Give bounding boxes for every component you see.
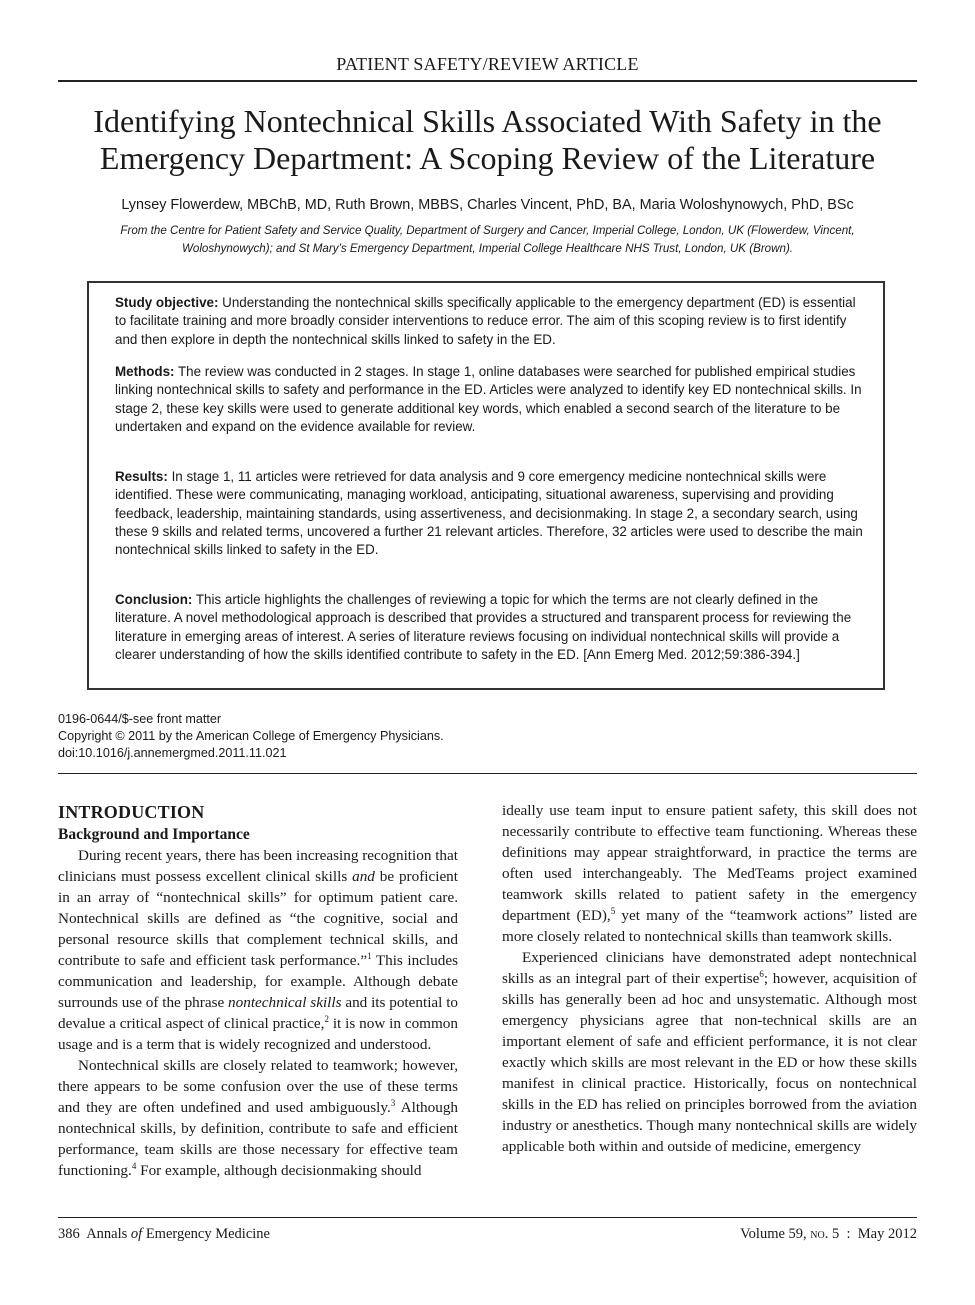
page-number: 386	[58, 1226, 80, 1242]
issue-date: May 2012	[857, 1226, 917, 1242]
results-text: In stage 1, 11 articles were retrieved for data analysis and 9 core emergency medicine nontechnical skills were identified. These were communicating, managing workload, anticipating, situational awareness, supervising and providing feedback, leadership, maintaining standards, using assertiveness, and decisionmaking. In stage 2, a secondary search, using these 9 skills and related terms, uncovered a further 21 relevant articles. Therefore, 32 articles were used to describe the main nontechnical skills linked to safety in the ED.	[115, 469, 863, 558]
p2-text-c: For example, although decisionmaking should	[136, 1162, 422, 1179]
background-heading: Background and Importance	[58, 826, 250, 843]
p2-text-b: Although nontechnical skills, by definition, contribute to safe and efficient performance, team skills are those necessary for effective team functioning.	[58, 1099, 459, 1179]
footer-separator: :	[846, 1226, 851, 1242]
affiliation	[58, 222, 917, 258]
footer-divider	[58, 1217, 917, 1218]
p1-emphasis-and: and	[352, 868, 375, 885]
citation-6[interactable]: 6	[759, 968, 764, 979]
right-column	[502, 800, 917, 1157]
footer-issue	[740, 1226, 917, 1243]
copyright-notice: Copyright © 2011 by the American College of Emergency Physicians.	[58, 729, 444, 743]
abstract-conclusion	[115, 591, 867, 664]
p1-text-a: During recent years, there has been increasing recognition that clinicians must possess excellent clinical skills	[58, 847, 458, 885]
p4-text-b: ; however, acquisition of skills has generally been ad hoc and unsystematic. Although most emergency physicians agree that non-technical skills are an important element of safe and efficient performance, it is not clear exactly which skills are most relevant in the ED or how these skills manifest in clinical practice. Historically, focus on nontechnical skills in the ED has relied on principles borrowed from the aviation industry or anesthetics. Though many nontechnical skills are widely applicable both within and outside of medicine, emergency	[502, 970, 917, 1155]
citation-4[interactable]: 4	[131, 1160, 137, 1171]
citation-5[interactable]: 5	[610, 905, 616, 916]
p2-text-a: Nontechnical skills are closely related to teamwork; however, there appears to be some confusion over the use of these terms and they are often undefined and used ambiguously.	[58, 1057, 458, 1116]
p4-text-a: Experienced clinicians have demonstrated adept nontechnical skills as an integral part of their expertise	[502, 949, 917, 987]
author-list: Lynsey Flowerdew, MBChB, MD, Ruth Brown, MBBS, Charles Vincent, PhD, BA, Maria Woloshynowych, PhD, BSc	[121, 197, 854, 213]
objective-heading: Study objective:	[115, 295, 219, 310]
citation-1[interactable]: 1	[367, 950, 372, 961]
paragraph-4	[502, 947, 917, 1157]
footer-journal	[58, 1226, 270, 1243]
paragraph-2	[58, 1055, 458, 1181]
section-label: PATIENT SAFETY/REVIEW ARTICLE	[336, 54, 639, 74]
volume-label: Volume 59,	[740, 1226, 807, 1242]
paragraph-1	[58, 845, 458, 1055]
p1-text-d: and its potential to devalue a critical aspect of clinical practice,	[58, 994, 459, 1032]
citation-3[interactable]: 3	[390, 1097, 396, 1108]
introduction-heading: INTRODUCTION	[58, 802, 205, 822]
methods-heading: Methods:	[115, 364, 175, 379]
article-title	[58, 103, 917, 177]
abstract-box	[87, 281, 885, 690]
p3-text-a: ideally use team input to ensure patient safety, this skill does not necessarily contribute to effective team functioning. Whereas these definitions may appear straightforward, in practice the terms are often used interchangeably. The MedTeams project examined teamwork skills related to patient safety in the emergency department (ED),	[502, 802, 917, 924]
journal-name-a: Annals	[86, 1226, 128, 1242]
left-column	[58, 800, 458, 1181]
title-line-1: Identifying Nontechnical Skills Associated With Safety in the	[93, 103, 882, 139]
p1-text-e: it is now in common usage and is a term that is widely recognized and understood.	[58, 1015, 458, 1053]
top-divider	[58, 80, 917, 82]
methods-text: The review was conducted in 2 stages. In stage 1, online databases were searched for published empirical studies linking nontechnical skills to safety and performance in the ED. Articles were analyzed to identify key ED nontechnical skills. In stage 2, these key skills were used to generate additional key words, which enabled a second search of the literature to be undertaken and expand on the evidence available for review.	[115, 364, 862, 434]
conclusion-text: This article highlights the challenges of reviewing a topic for which the terms are not clearly defined in the literature. A novel methodological approach is described that provides a structured and transparent process for reviewing the literature in emerging areas of interest. A series of literature reviews focusing on individual nontechnical skills will provide a clearer understanding of how the skills identified contribute to safety in the ED. [Ann Emerg Med. 2012;59:386-394.]	[115, 592, 852, 662]
conclusion-heading: Conclusion:	[115, 592, 193, 607]
citation-2[interactable]: 2	[324, 1013, 329, 1024]
front-matter-price: 0196-0644/$-see front matter	[58, 712, 222, 726]
body-divider	[58, 773, 917, 774]
p1-text-b: be proficient in an array of “nontechnical skills” for optimum patient care. Nontechnical skills are defined as “the cognitive, social and personal resource skills that complement technical skills, and contribute to safe and efficient task performance.”	[58, 868, 459, 969]
abstract-methods	[115, 363, 867, 436]
journal-name-b: Emergency Medicine	[145, 1226, 270, 1242]
title-line-2: Emergency Department: A Scoping Review of the Literature	[99, 140, 876, 176]
issue-label: no. 5	[810, 1226, 840, 1242]
affiliation-line-2: Woloshynowych); and St Mary’s Emergency Department, Imperial College Healthcare NHS Trust, London, UK (Brown).	[181, 242, 794, 255]
journal-name-of: of	[130, 1226, 143, 1242]
p1-emphasis-phrase: nontechnical skills	[228, 994, 342, 1011]
objective-text: Understanding the nontechnical skills specifically applicable to the emergency department (ED) is essential to facilitate training and more broadly consider interventions to reduce error. The aim of this scoping review is to first identify and then explore in depth the nontechnical skills linked to safety in the ED.	[115, 295, 856, 347]
p1-text-c: This includes communication and leadership, for example. Although debate surrounds use of the phrase	[58, 952, 458, 1011]
p3-text-b: yet many of the “teamwork actions” listed are more closely related to nontechnical skills than teamwork skills.	[502, 907, 917, 945]
doi[interactable]: doi:10.1016/j.annemergmed.2011.11.021	[58, 746, 287, 760]
results-heading: Results:	[115, 469, 168, 484]
affiliation-line-1: From the Centre for Patient Safety and Service Quality, Department of Surgery and Cancer, Imperial College, London, UK (Flowerdew, Vincent,	[120, 224, 855, 237]
front-matter	[58, 711, 444, 762]
abstract-objective	[115, 294, 867, 349]
abstract-results	[115, 468, 867, 559]
paragraph-3	[502, 800, 917, 947]
